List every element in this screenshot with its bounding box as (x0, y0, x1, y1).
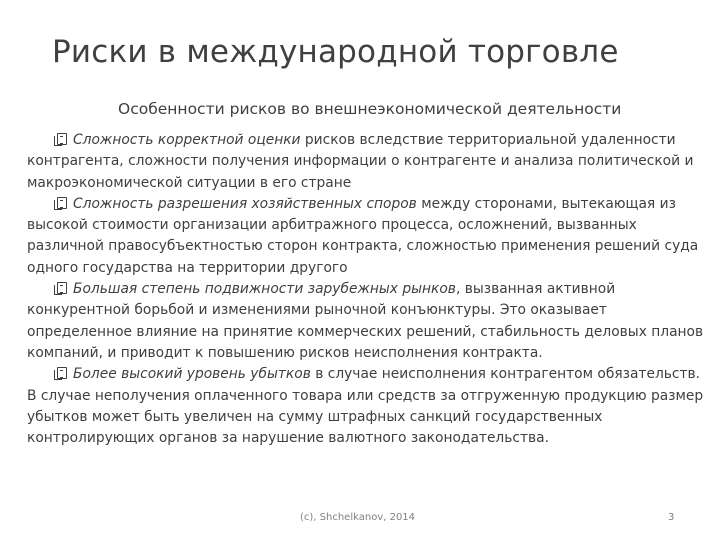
paragraph-lead: Более высокий уровень убытков (73, 366, 311, 383)
paragraph-text: в случае неисполнения контрагентом обязательств. В случае неполучения оплаченного товара или средств за отгруженную продукцию размер убытков может быть увеличен на сумму штрафных санкций государственных контролирующих органов за нарушение валютного законодательства. (27, 366, 704, 447)
paragraph (27, 194, 712, 279)
slide-footer (0, 508, 720, 528)
paragraph-lead: Сложность корректной оценки (73, 132, 301, 148)
slide-title: Риски в международной торговле (52, 34, 619, 70)
document-stack-icon (57, 367, 67, 379)
footer-credit: (c), Shchelkanov, 2014 (300, 512, 416, 523)
slide-subtitle: Особенности рисков во внешнеэкономической деятельности (118, 100, 622, 118)
document-stack-icon (57, 133, 67, 145)
paragraph (27, 364, 712, 449)
paragraph (27, 279, 712, 364)
paragraph-text: , вызванная активной конкурентной борьбой и изменениями рыночной конъюнктуры. Это оказывает определенное влияние на принятие коммерческих решений, стабильность деловых планов компаний, и приводит к повышению рисков неисполнения контракта. (27, 281, 704, 361)
document-stack-icon (57, 282, 67, 294)
paragraph-text: между сторонами, вытекающая из высокой стоимости организации арбитражного процесса, осложнений, вызванных различной правосубъектностью сторон контракта, сложностью применения решений суда одного государства на территории другого (27, 195, 699, 276)
document-stack-icon (57, 197, 67, 209)
body-text (27, 130, 712, 449)
paragraph-text: рисков вследствие территориальной удаленности контрагента, сложности получения информации о контрагенте и анализа политической и макроэкономической ситуации в его стране (27, 132, 694, 191)
paragraph-lead: Большая степень подвижности зарубежных рынков (73, 281, 456, 298)
paragraph (27, 130, 712, 194)
page-number: 3 (668, 512, 675, 523)
paragraph-lead: Сложность разрешения хозяйственных споров (73, 195, 417, 212)
